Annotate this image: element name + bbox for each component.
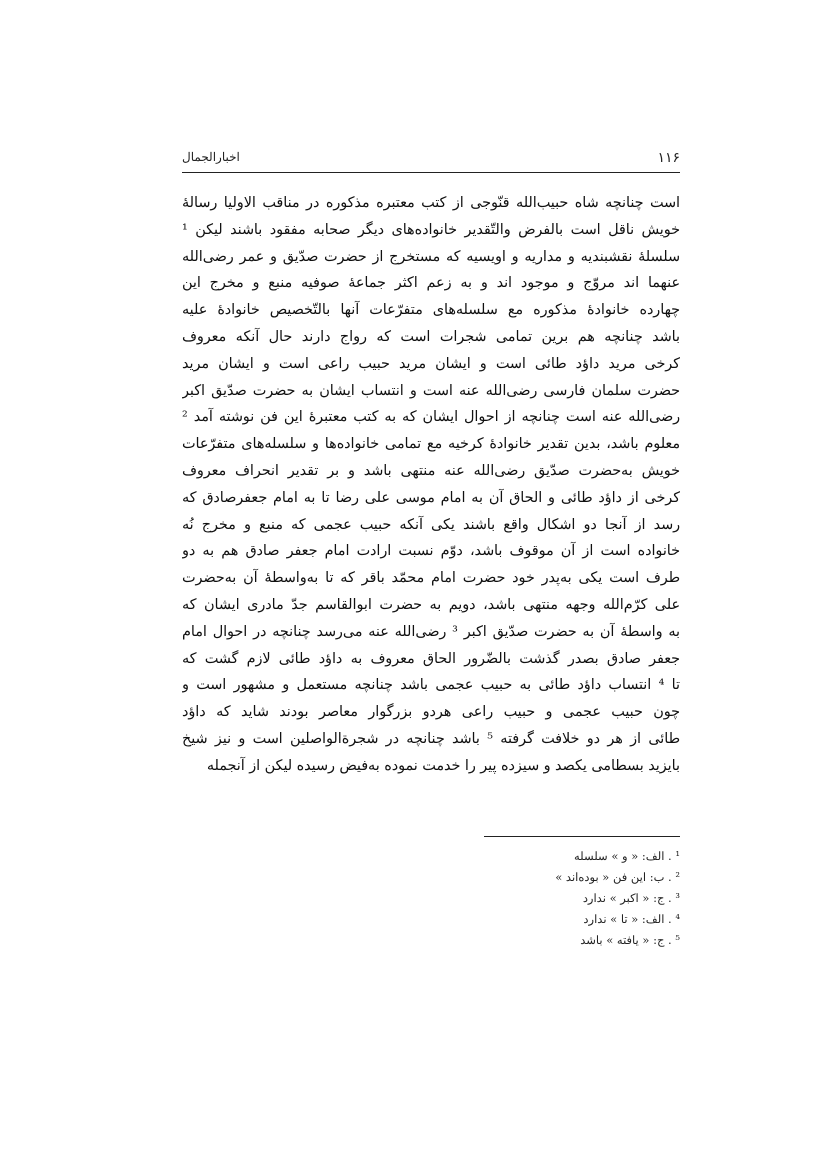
footnote: ¹ . الف: « و » سلسله xyxy=(574,849,680,863)
text-line: حضرت سلمان فارسی رضی‌الله عنه است و انتساب ایشان به حضرت صدّیق اکبر xyxy=(182,382,680,399)
text-line: طائی از هر دو خلافت گرفته ⁵ باشد چنانچه در شجرةالواصلین است و نیز شیخ xyxy=(182,730,680,747)
footnote: ² . ب: این فن « بوده‌اند » xyxy=(555,870,680,884)
text-line: رسد از آنجا دو اشکال واقع باشند یکی آنکه حبیب عجمی که منبع و مخرج نُه xyxy=(182,516,680,533)
text-line: علی کرّم‌الله وجهه منتهی باشد، دویم به حضرت ابوالقاسم جدّ مادری ایشان که xyxy=(182,596,680,613)
footnotes xyxy=(420,846,680,951)
text-line: سلسلهٔ نقشبندیه و مداریه و اویسیه که مستخرج از حضرت صدّیق و عمر رضی‌الله xyxy=(182,248,680,265)
text-line: چون حبیب عجمی و حبیب راعی هردو بزرگوار معاصر بودند شاید که داؤد xyxy=(182,704,680,721)
page-number: ۱۱۶ xyxy=(657,150,680,166)
text-line: به واسطهٔ آن به حضرت صدّیق اکبر ³ رضی‌الله عنه می‌رسد چنانچه در احوال امام xyxy=(182,623,680,640)
text-line: رضی‌الله عنه است چنانچه از احوال ایشان که به کتب معتبرهٔ این فن نوشته آمد ² xyxy=(182,409,680,426)
text-line: خویش ناقل است بالفرض والتّقدیر خانواده‌های دیگر صحابه مفقود باشند لیکن ¹ xyxy=(182,221,680,238)
running-title: اخبارالجمال xyxy=(182,150,240,164)
text-line: باشد چنانچه هم برین تمامی شجرات است که رواج دارند حال آنکه معروف xyxy=(182,328,680,345)
text-line: خویش به‌حضرت صدّیق رضی‌الله عنه منتهی باشد و بر تقدیر انحراف معروف xyxy=(182,462,680,479)
text-line: طرف است یکی به‌پدر خود حضرت امام محمّد باقر که تا به‌واسطهٔ آن به‌حضرت xyxy=(182,570,680,587)
text-line: کرخی از داؤد طائی و الحاق آن به امام موسی علی رضا تا به امام جعفرصادق که xyxy=(182,489,680,506)
text-line: عنهما اند مروّج و موجود اند و به زعم اکثر جماعهٔ صوفیه منبع و مخرج این xyxy=(182,275,680,292)
text-line: تا ⁴ انتساب داؤد طائی به حبیب عجمی باشد چنانچه مستعمل و مشهور است و xyxy=(182,677,680,694)
text-line: کرخی مرید داؤد طائی است و ایشان مرید حبیب راعی است و ایشان مرید xyxy=(182,355,680,372)
text-line: خانواده است از آن موقوف باشد، دوّم نسبت ارادت امام جعفر صادق هم به دو xyxy=(182,543,680,560)
text-line: بایزید بسطامی یکصد و سیزده پیر را خدمت نموده به‌فیض رسیده لیکن از آنجمله xyxy=(206,757,680,774)
text-line: چهارده خانوادهٔ مذکوره مع سلسله‌های متفرّعات آنها بالتّخصیص خانوادهٔ علیه xyxy=(182,302,680,319)
text-line: جعفر صادق بصدر گذشت بالضّرور الحاق معروف به داؤد طائی لازم گشت که xyxy=(182,650,680,667)
text-line: معلوم باشد، بدین تقدیر خانوادهٔ کرخیه مع تمامی خانواده‌ها و سلسله‌های متفرّعات xyxy=(182,436,680,453)
footnote: ⁴ . الف: « تا » ندارد xyxy=(583,912,680,926)
body-text xyxy=(182,190,680,780)
footnote-rule xyxy=(484,836,680,837)
page-header xyxy=(182,148,680,170)
header-rule xyxy=(182,172,680,173)
text-line: است چنانچه شاه حبیب‌الله قنّوجی از کتب معتبره مذکوره در مناقب الاولیا رسالهٔ xyxy=(182,195,680,211)
footnote: ³ . ج: « اکبر » ندارد xyxy=(582,891,680,905)
footnote: ⁵ . ج: « یافته » باشد xyxy=(580,933,680,947)
